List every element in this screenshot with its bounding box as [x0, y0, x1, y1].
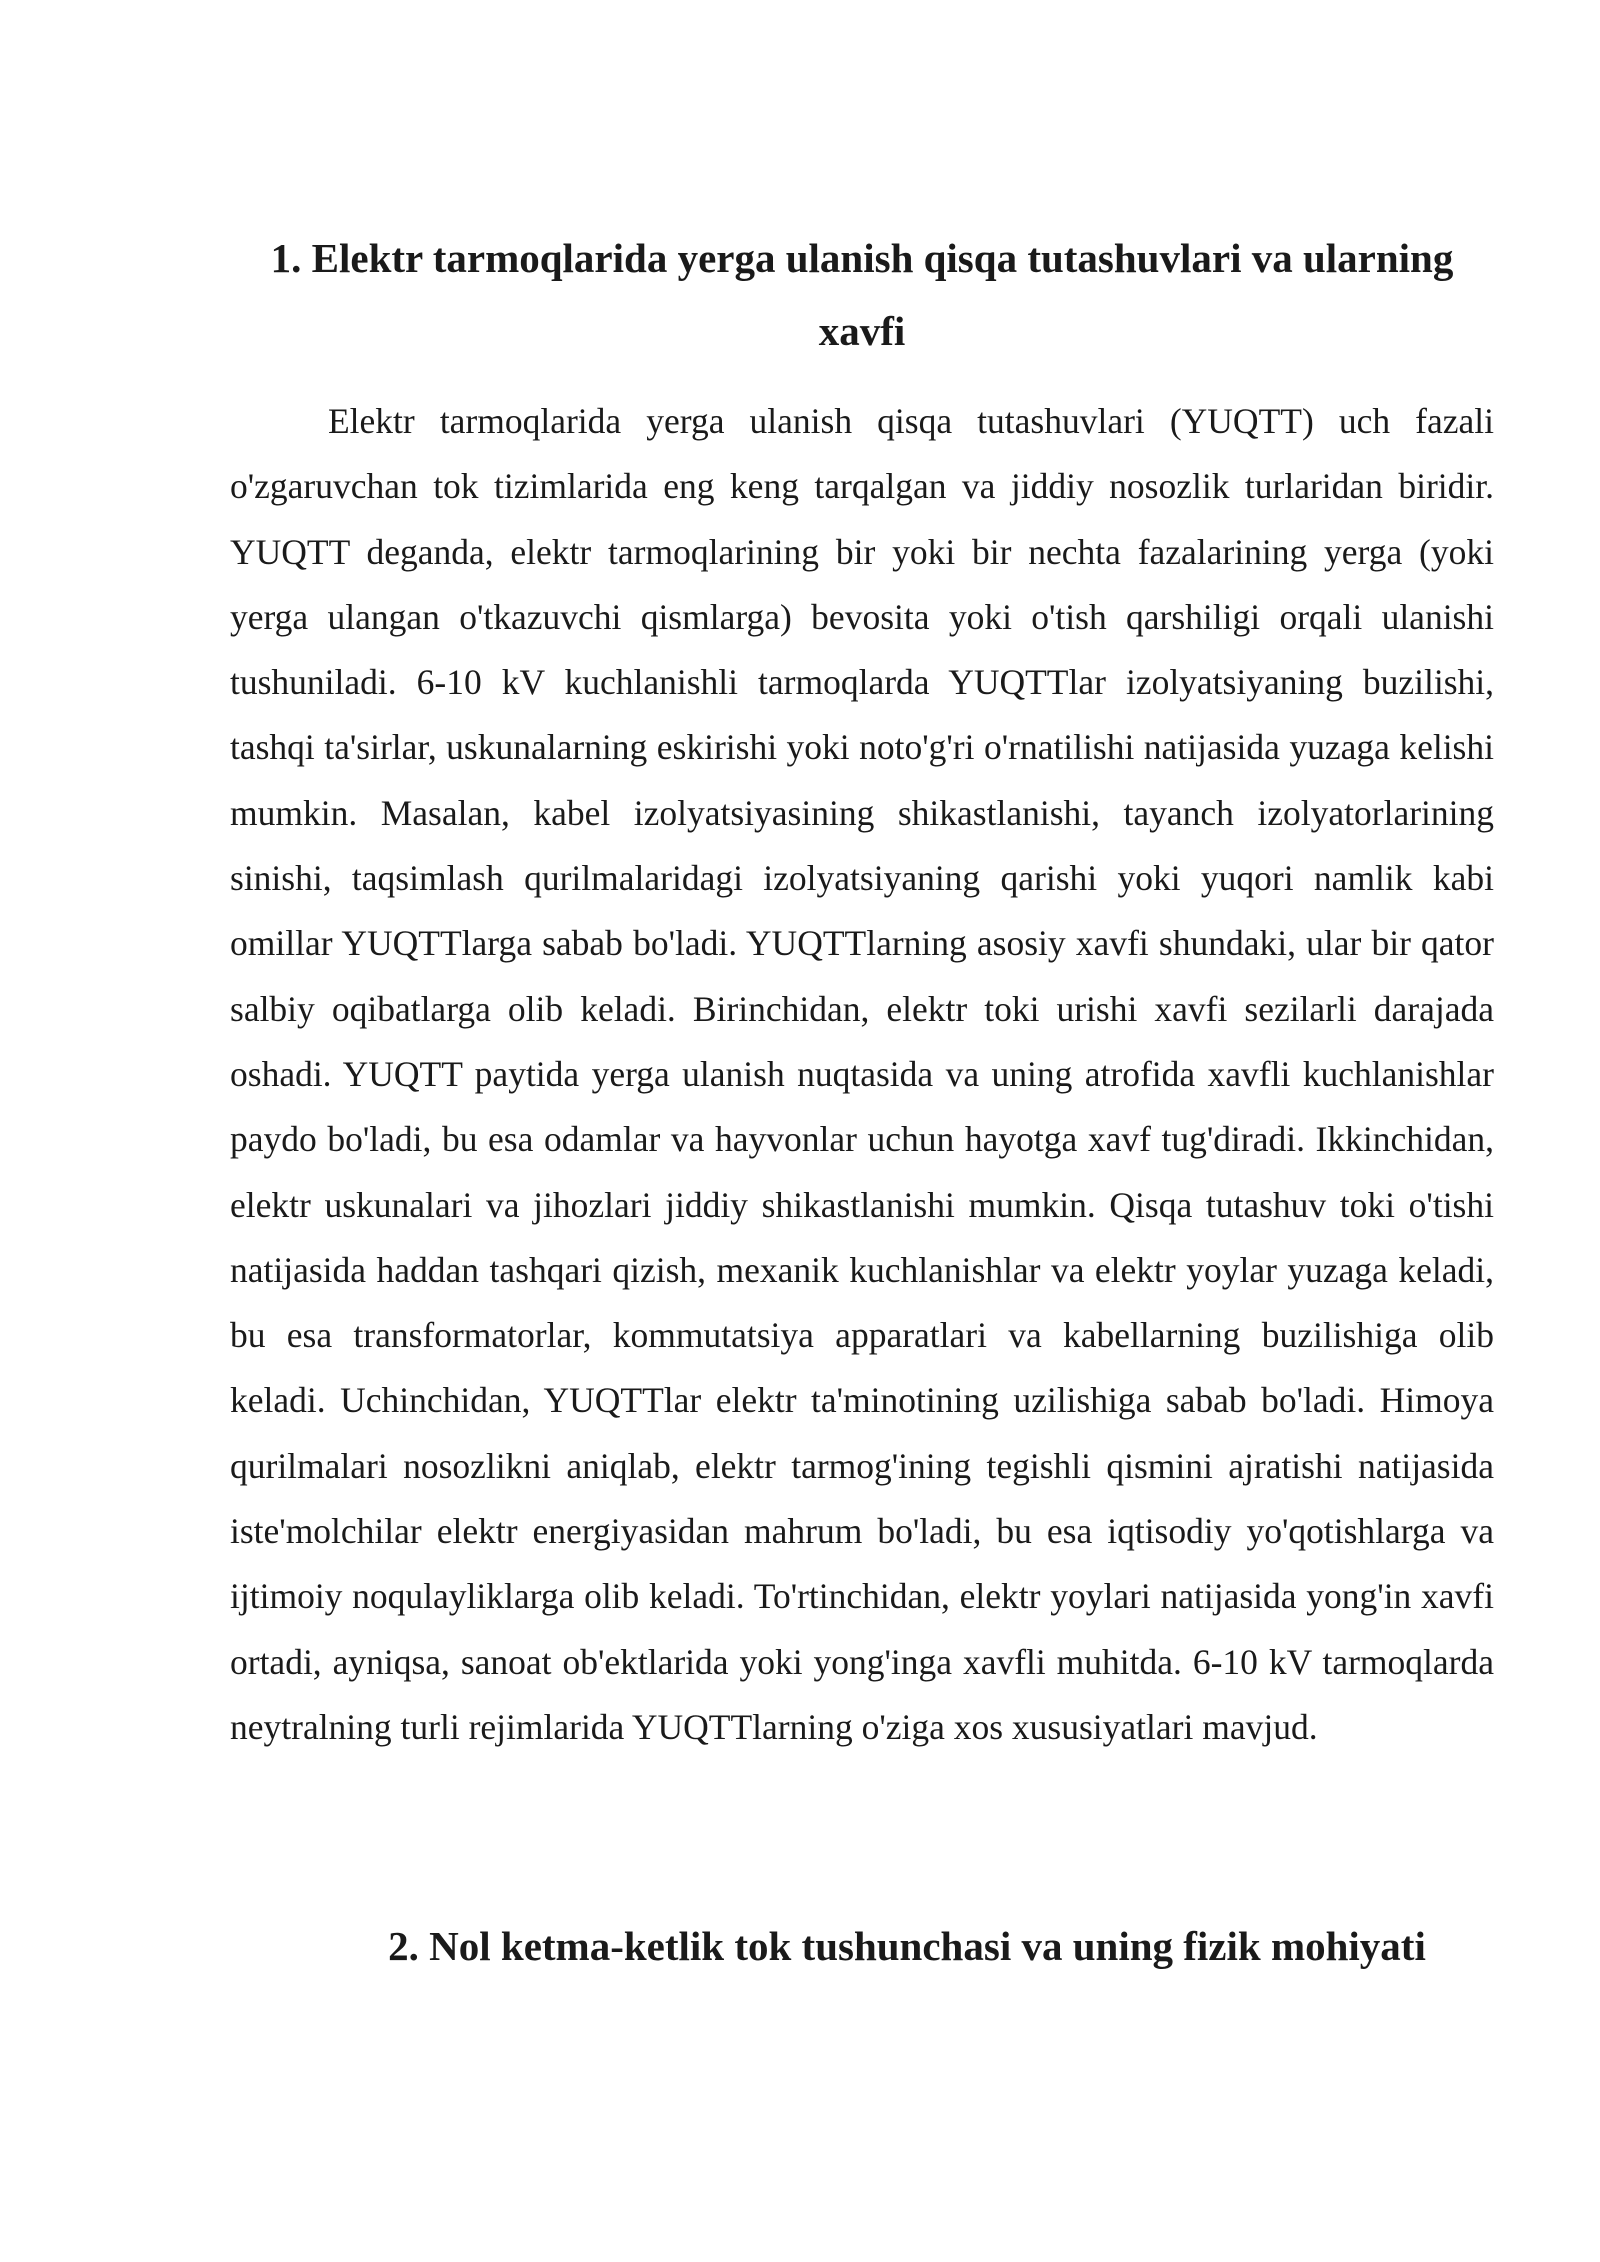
section-2-heading: 2. Nol ketma-ketlik tok tushunchasi va uning fizik mohiyati — [388, 1923, 1426, 1969]
section-1-paragraph: Elektr tarmoqlarida yerga ulanish qisqa tutashuvlari (YUQTT) uch fazali o'zgaruvchan tok tizimlarida eng keng tarqalgan va jiddiy nosozlik turlaridan biridir. YUQTT deganda, elektr tarmoqlarining bir yoki bir nechta fazalarining yerga (yoki yerga ulangan o'tkazuvchi qismlarga) bevosita yoki o'tish qarshiligi orqali ulanishi tushuniladi. 6-10 kV kuchlanishli tarmoqlarda YUQTTlar izolyatsiyaning buzilishi, tashqi ta'sirlar, uskunalarning eskirishi yoki noto'g'ri o'rnatilishi natijasida yuzaga kelishi mumkin. Masalan, kabel izolyatsiyasining shikastlanishi, tayanch izolyatorlarining sinishi, taqsimlash qurilmalaridagi izolyatsiyaning qarishi yoki yuqori namlik kabi omillar YUQTTlarga sabab bo'ladi. YUQTTlarning asosiy xavfi shundaki, ular bir qator salbiy oqibatlarga olib keladi. Birinchidan, elektr toki urishi xavfi sezilarli darajada oshadi. YUQTT paytida yerga ulanish nuqtasida va uning atrofida xavfli kuchlanishlar paydo bo'ladi, bu esa odamlar va hayvonlar uchun hayotga xavf tug'diradi. Ikkinchidan, elektr uskunalari va jihozlari jiddiy shikastlanishi mumkin. Qisqa tutashuv toki o'tishi natijasida haddan tashqari qizish, mexanik kuchlanishlar va elektr yoylar yuzaga keladi, bu esa transformatorlar, kommutatsiya apparatlari va kabellarning buzilishiga olib keladi. Uchinchidan, YUQTTlar elektr ta'minotining uzilishiga sabab bo'ladi. Himoya qurilmalari nosozlikni aniqlab, elektr tarmog'ining tegishli qismini ajratishi natijasida iste'molchilar elektr energiyasidan mahrum bo'ladi, bu esa iqtisodiy yo'qotishlarga va ijtimoiy noqulayliklarga olib keladi. To'rtinchidan, elektr yoylari natijasida yong'in xavfi ortadi, ayniqsa, sanoat ob'ektlarida yoki yong'inga xavfli muhitda. 6-10 kV tarmoqlarda neytralning turli rejimlarida YUQTTlarning o'ziga xos xususiyatlari mavjud. — [230, 401, 1494, 1747]
section-1-heading: 1. Elektr tarmoqlarida yerga ulanish qisqa tutashuvlari va ularning xavfi — [270, 235, 1454, 354]
